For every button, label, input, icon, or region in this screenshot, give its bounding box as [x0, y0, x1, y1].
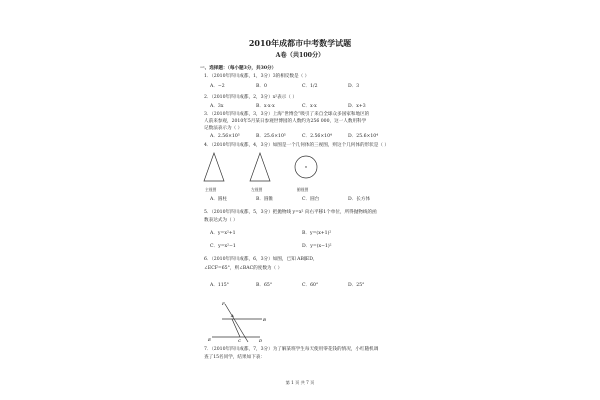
q2-option-c: C．x·x: [302, 104, 317, 109]
page-subtitle: A卷（共100分）: [275, 52, 325, 59]
top-view-label: 俯视图: [297, 187, 309, 192]
section-heading: 一、选择题：（每小题3分，共30分）: [200, 66, 277, 71]
q1-stem: 1．（2010年四川成都，1，3分）3的相反数是（ ）: [204, 74, 310, 79]
q5-line-2: 数表达式为（ ）: [204, 218, 238, 223]
q4-three-views-figure: [200, 150, 360, 200]
q7-line-1: 7．（2010年四川成都，7，3分）为了解某班学生每天使用零花钱的情况，小红随机调: [204, 347, 379, 352]
point-label-c: C: [238, 338, 242, 343]
q3-line-1: 3．（2010年四川成都，3，3分）上海“世博会”吸引了来自全球众多国家和地区的: [204, 112, 370, 117]
q6-line-2: ∠ECF=65°，则∠BAC的度数为（ ）: [204, 266, 283, 271]
q6-option-a: A．115°: [210, 283, 229, 288]
page-footer: 第 1 页 共 7 页: [285, 380, 315, 385]
q4-option-b: B．圆锥: [256, 197, 274, 202]
q5-option-c: C．y=x²−1: [210, 244, 236, 249]
point-label-e: E: [208, 337, 211, 342]
q6-parallel-lines-figure: [208, 300, 268, 344]
point-label-a: A: [231, 313, 234, 318]
q3-option-b: B．25.6×10⁵: [256, 134, 286, 139]
q4-option-c: C．圆台: [302, 197, 320, 202]
q6-option-b: B．65°: [256, 283, 273, 288]
q2-stem: 2．（2010年四川成都，2，3分）x²表示（ ）: [204, 95, 297, 100]
q5-option-a: A．y=x²+1: [210, 231, 236, 236]
q3-option-a: A．2.56×10⁵: [210, 134, 240, 139]
q6-line-1: 6．（2010年四川成都，6，3分）如图，已知 AB∥ED，: [204, 257, 318, 262]
q1-option-d: D．3: [348, 84, 360, 89]
q4-option-a: A．圆柱: [210, 197, 228, 202]
page-title: 2010年成都市中考数学试题: [248, 38, 352, 48]
q2-option-b: B．x·x·x: [256, 104, 275, 109]
transversal-fc: [225, 304, 248, 342]
q4-stem: 4．（2010年四川成都，4，3分）如图是一个几何体的三视图，则这个几何体的形状是（ ）: [204, 143, 389, 148]
front-view-triangle: [204, 153, 224, 181]
point-label-b: B: [263, 317, 266, 322]
q1-option-c: C．1/2: [302, 84, 318, 89]
side-view-label: 左视图: [251, 187, 263, 192]
q1-option-a: A．−2: [210, 84, 225, 89]
q5-line-1: 5．（2010年四川成都，5，3分）把抛物线 y=x² 向右平移1个单位，所得抛物线的函: [204, 210, 377, 215]
point-label-d: D: [259, 338, 263, 343]
q3-option-d: D．25.6×10⁴: [348, 134, 379, 139]
q6-option-c: C．60°: [302, 283, 319, 288]
q4-option-d: D．长方体: [348, 197, 371, 202]
q2-option-d: D．x+3: [348, 104, 366, 109]
q1-option-b: B．0: [256, 84, 267, 89]
side-view-triangle: [250, 153, 270, 181]
q5-option-d: D．y=(x−1)²: [302, 244, 332, 249]
q3-line-2: 人前来参观，2010年5月某日参观世博园的人数约为256 000，这一人数用科学: [204, 119, 367, 124]
top-view-center-dot: [305, 166, 306, 167]
point-label-f: F: [222, 301, 225, 306]
q7-line-2: 查了15名同学，结果如下表：: [204, 355, 265, 360]
q5-option-b: B．y=(x+1)²: [302, 231, 332, 236]
q3-line-3: 记数法表示为（ ）: [204, 126, 243, 131]
q6-option-d: D．25°: [348, 283, 365, 288]
q2-option-a: A．3x: [210, 104, 224, 109]
q3-option-c: C．2.56×10⁴: [302, 134, 332, 139]
front-view-label: 主视图: [205, 187, 217, 192]
